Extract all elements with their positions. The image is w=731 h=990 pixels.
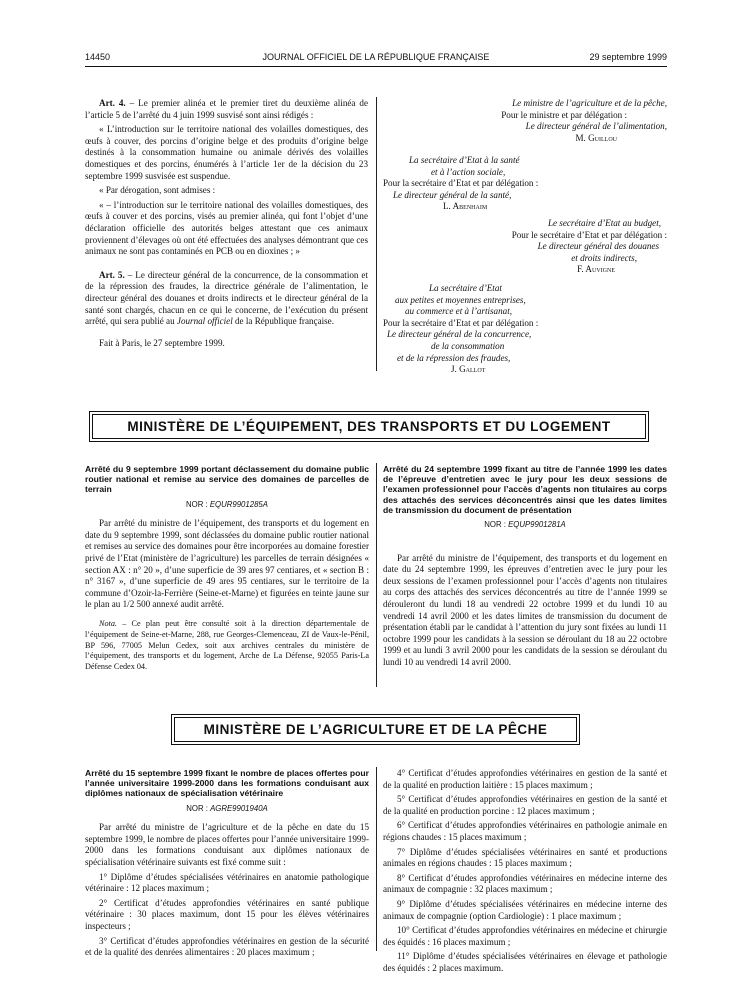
nor-reference: NOR : AGRE9901940A — [186, 803, 268, 813]
list-item: 10° Certificat d’études approfondies vétérinaires en médecine et chirurgie des équidés : 16 places maximum ; — [383, 925, 667, 947]
page-header — [85, 52, 667, 66]
arrete-title: Arrêté du 15 septembre 1999 fixant le nombre de places offertes pour l’année universitaire 1999-2000 dans les formations conduisant aux diplômes nationaux de spécialisation vétérinaire — [85, 768, 369, 799]
article-4-quote-3: « – l’introduction sur le territoire national des volailles domestiques, des œufs à couver et des porcins, visés au premier alinéa, qui font l’objet d’une déclaration officielle des autorités belges attestant que ces animaux proviennent d’élevages où ont été effectuées des analyses démontrant que ces animaux ne sont pas contaminés en PCB ou en dioxines ; » — [85, 199, 368, 257]
fait-a-paris: Fait à Paris, le 27 septembre 1999. — [99, 337, 225, 348]
article-5: Art. 5. – Le directeur général de la concurrence, de la consommation et de la répression des fraudes, la directrice générale de l’alimentation, le directeur général des douanes et droits indirects et le directeur général de la santé sont chargés, chacun en ce qui le concerne, de l’exécution du présent arrêté, qui sera publié au Journal officiel de la République française. — [85, 269, 368, 327]
list-item: 1° Diplôme d’études spécialisées vétérinaires en anatomie pathologique vétérinaire : 12 places maximum ; — [85, 871, 369, 894]
arrete-title: Arrêté du 9 septembre 1999 portant déclassement du domaine public routier national et remise au service des domaines de parcelles de terrain — [85, 464, 369, 495]
signature-block-budget: Le secrétaire d’Etat au budget, Pour le secrétaire d’Etat et par délégation : Le directeur général des douanes et droits indirects, F. Auvigne — [383, 218, 667, 276]
article-4-quote-1: « L’introduction sur le territoire national des volailles domestiques, des œufs à couver, des porcins d’origine belge et des produits d’origine belge destinés à la consommation humaine ou animale dérivés des volailles domestiques et des porcins, énumérés à l’article 1er de la décision du 23 septembre 1999 susvisée est suspendue. — [85, 124, 368, 181]
arrete-title: Arrêté du 24 septembre 1999 fixant au titre de l’année 1999 les dates de l’épreuve d’entretien avec le jury pour les deux sessions de l’examen professionnel pour l’accès d’agents non titulaires au corps des attachés des services déconcentrés ainsi que les dates limites de transmission du document de présentation — [383, 464, 667, 515]
article-4-quote-2: « Par dérogation, sont admises : — [99, 185, 216, 196]
ministry-banner-equipement: MINISTÈRE DE L’ÉQUIPEMENT, DES TRANSPORTS ET DU LOGEMENT — [92, 414, 646, 439]
column-divider — [376, 463, 377, 687]
list-item: 7° Diplôme d’études spécialisées vétérinaires en santé et productions animales en régions chaudes : 15 places maximum ; — [383, 846, 667, 869]
column-divider — [376, 767, 377, 951]
column-divider — [376, 97, 377, 371]
list-item: 6° Certificat d’études approfondies vétérinaires en pathologie animale en régions chaudes : 15 places maximum ; — [383, 820, 667, 842]
nor-reference: NOR : EQUR9901285A — [186, 499, 268, 509]
article-4: Art. 4. – Le premier alinéa et le premier tiret du deuxième alinéa de l’article 5 de l’arrêté du 4 juin 1999 susvisé sont ainsi rédigés : — [85, 98, 369, 120]
arrete-declassement — [85, 464, 369, 676]
signature-name: L. Abenhaim — [443, 201, 488, 212]
list-item: 9° Diplôme d’études spécialisées vétérinaires en médecine interne des animaux de compagnie (option Cardiologie) : 1 place maximum ; — [383, 898, 667, 921]
page-number: 14450 — [85, 52, 111, 62]
signature-name: J. Gallot — [451, 364, 486, 375]
signature-name: M. Guillou — [575, 132, 617, 143]
list-item: 5° Certificat d’études approfondies vétérinaires en gestion de la santé et de la qualité en production porcine : 12 places maximum ; — [383, 794, 667, 816]
arrete-nota: Nota. – Ce plan peut être consulté soit à la direction départementale de l’équipement de Seine-et-Marne, 288, rue Georges-Clemenceau, ZI de Vaux-le-Pénil, BP 596, 77005 Melun Cedex, soit aux archives centrales du ministère de l’équipement, des transports et du logement, Arche de La Défense, 92055 Paris-La Défense Cedex 04. — [85, 618, 369, 672]
list-item: 11° Diplôme d’études spécialisées vétérinaires en élevage et pathologie des équidés : 2 places maximum. — [383, 951, 667, 973]
ministry-banner-agriculture: MINISTÈRE DE L’AGRICULTURE ET DE LA PÊCHE — [174, 717, 577, 742]
arrete-body: Par arrêté du ministre de l’équipement, des transports et du logement en date du 24 septembre 1999, les épreuves d’entretien avec le jury pour les deux sessions de l’examen professionnel pour l’accès d’agents non titulaires au corps des attachés des services déconcentrés au titre de l’année 1999 se dérouleront du lundi 18 au vendredi 22 octobre 1999 et du lundi 10 au vendredi 14 avril 2000 et les dates limites de transmission du document de présentation établi par le candidat à l’attention du jury sont fixées au lundi 11 octobre 1999 pour les candidats à la session se déroulant du 18 au 22 octobre 1999 et au lundi 3 avril 2000 pour les candidats de la session se déroulant du lundi 10 au vendredi 14 avril 2000. — [383, 552, 667, 667]
list-item: 4° Certificat d’études approfondies vétérinaires en gestion de la santé et de la qualité en production laitière : 15 places maximum ; — [383, 768, 667, 790]
arrete-examen-professionnel — [383, 464, 667, 672]
list-item: 8° Certificat d’études approfondies vétérinaires en médecine interne des animaux de compagnie : 32 places maximum ; — [383, 872, 667, 895]
arrete-body: Par arrêté du ministre de l’équipement, des transports et du logement en date du 9 septembre 1999, sont déclassées du domaine public routier national et remises au service des domaines pour être incorporées au domaine forestier privé de l’Etat (ministère de l’agriculture) les parcelles de terrain désignées « section AX : n° 20 », d’une superficie de 39 ares 97 centiares, et « section B : n° 3167 », d’une superficie de 49 ares 95 centiares, sur le territoire de la commune d’Ozoir-la-Ferrière (Seine-et-Marne) et figurées en teinte jaune sur le plan au 1/2 500 annexé audit arrêté. — [85, 518, 369, 610]
nor-reference: NOR : EQUP9901281A — [484, 520, 566, 530]
header-rule — [85, 66, 667, 67]
journal-title: JOURNAL OFFICIEL DE LA RÉPUBLIQUE FRANÇAISE — [262, 52, 490, 62]
list-item: 2° Certificat d’études approfondies vétérinaires en santé publique vétérinaire : 30 places maximum, dont 15 pour les élèves vétérinaires inspecteurs ; — [85, 897, 369, 931]
signature-name: F. Auvigne — [577, 264, 615, 275]
signature-block-sante: La secrétaire d’Etat à la santé et à l’action sociale, Pour la secrétaire d’Etat et par délégation : Le directeur général de la santé, L. Abenhaim — [383, 155, 667, 213]
signature-block-commerce: La secrétaire d’Etat aux petites et moyennes entreprises, au commerce et à l’artisanat, Pour la secrétaire d’Etat et par délégation : Le directeur général de la concurrence, de la consommation et de la répression des fraudes, J. Gallot — [383, 283, 667, 376]
arrete-body: Par arrêté du ministre de l’agriculture et de la pêche en date du 15 septembre 1999, le nombre de places offertes pour l’année universitaire 1999-2000 dans les formations conduisant aux diplômes nationaux de spécialisation vétérinaire suivants est fixé comme suit : — [85, 822, 369, 867]
places-list-continued — [383, 768, 667, 978]
signature-block-agriculture: Le ministre de l’agriculture et de la pêche, Pour le ministre et par délégation : Le directeur général de l’alimentation, M. Guillou — [383, 98, 667, 144]
arrete-places-veterinaires — [85, 768, 369, 962]
list-item: 3° Certificat d’études approfondies vétérinaires en gestion de la sécurité et de la qualité des denrées alimentaires : 20 places maximum ; — [85, 935, 369, 958]
top-left-column — [85, 98, 368, 352]
publication-date: 29 septembre 1999 — [589, 52, 667, 62]
